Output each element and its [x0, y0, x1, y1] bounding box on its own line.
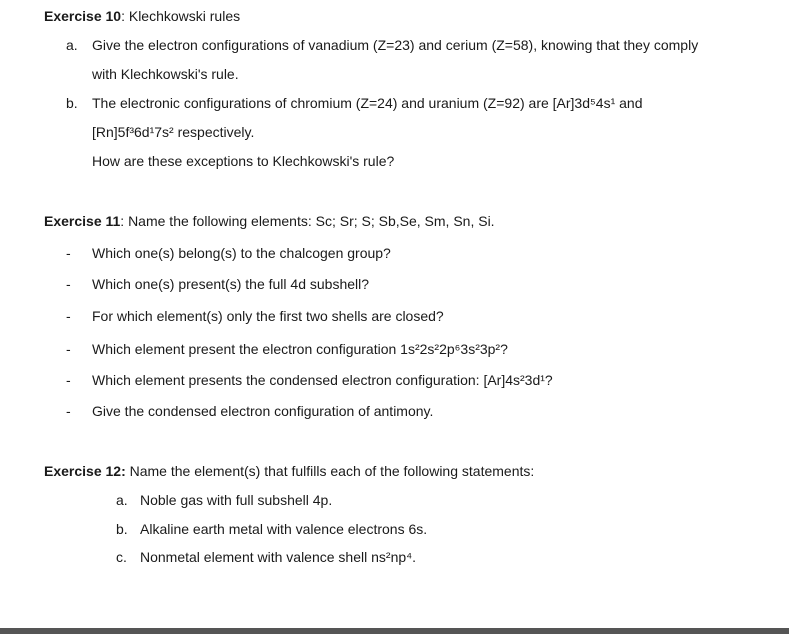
ex10-a-line1: Give the electron configurations of vanadium (Z=23) and cerium (Z=58), knowing that they comply	[92, 37, 699, 53]
exercise-12-label: Exercise 12:	[44, 463, 126, 479]
ex10-b-line3: How are these exceptions to Klechkowski's rule?	[92, 153, 395, 169]
ex11-item-1: Which one(s) belong(s) to the chalcogen group?	[92, 245, 391, 261]
ex11-item-6: Give the condensed electron configuration of antimony.	[92, 403, 434, 419]
page-bottom-border	[0, 628, 789, 634]
ex10-a-marker: a.	[66, 37, 78, 53]
exercise-10-heading-text: : Klechkowski rules	[121, 8, 241, 24]
ex12-item-a: Noble gas with full subshell 4p.	[140, 492, 333, 508]
ex10-a-line2: with Klechkowski's rule.	[92, 66, 239, 82]
ex11-dash-5: -	[66, 372, 71, 388]
ex10-b-line2: [Rn]5f³6d¹7s² respectively.	[92, 124, 255, 140]
exercise-10-label: Exercise 10	[44, 8, 122, 24]
ex11-item-5: Which element presents the condensed electron configuration: [Ar]4s²3d¹?	[92, 372, 553, 388]
exercise-12-title	[44, 462, 534, 480]
ex12-item-c: Nonmetal element with valence shell ns²np⁴.	[140, 549, 417, 565]
ex11-dash-1: -	[66, 245, 71, 261]
ex11-dash-2: -	[66, 276, 71, 292]
ex10-b-line1: The electronic configurations of chromium (Z=24) and uranium (Z=92) are [Ar]3d⁵4s¹ and	[92, 95, 643, 111]
exercise-10-title	[44, 7, 240, 25]
ex11-dash-6: -	[66, 403, 71, 419]
ex10-b-marker: b.	[66, 95, 78, 111]
ex12-a-marker: a.	[116, 492, 128, 508]
exercise-11-label: Exercise 11	[44, 213, 121, 229]
ex12-item-b: Alkaline earth metal with valence electrons 6s.	[140, 521, 428, 537]
ex11-item-2: Which one(s) present(s) the full 4d subshell?	[92, 276, 370, 292]
ex12-b-marker: b.	[116, 521, 128, 537]
ex12-c-marker: c.	[116, 549, 127, 565]
ex11-dash-4: -	[66, 341, 71, 357]
exercise-11-heading-text: : Name the following elements: Sc; Sr; S; Sb,Se, Sm, Sn, Si.	[120, 213, 495, 229]
exercise-12-heading-text: Name the element(s) that fulfills each of the following statements:	[125, 463, 535, 479]
exercise-11-title	[44, 212, 495, 230]
ex11-item-3: For which element(s) only the first two shells are closed?	[92, 308, 444, 324]
ex11-dash-3: -	[66, 308, 71, 324]
ex11-item-4: Which element present the electron configuration 1s²2s²2p⁶3s²3p²?	[92, 341, 508, 357]
